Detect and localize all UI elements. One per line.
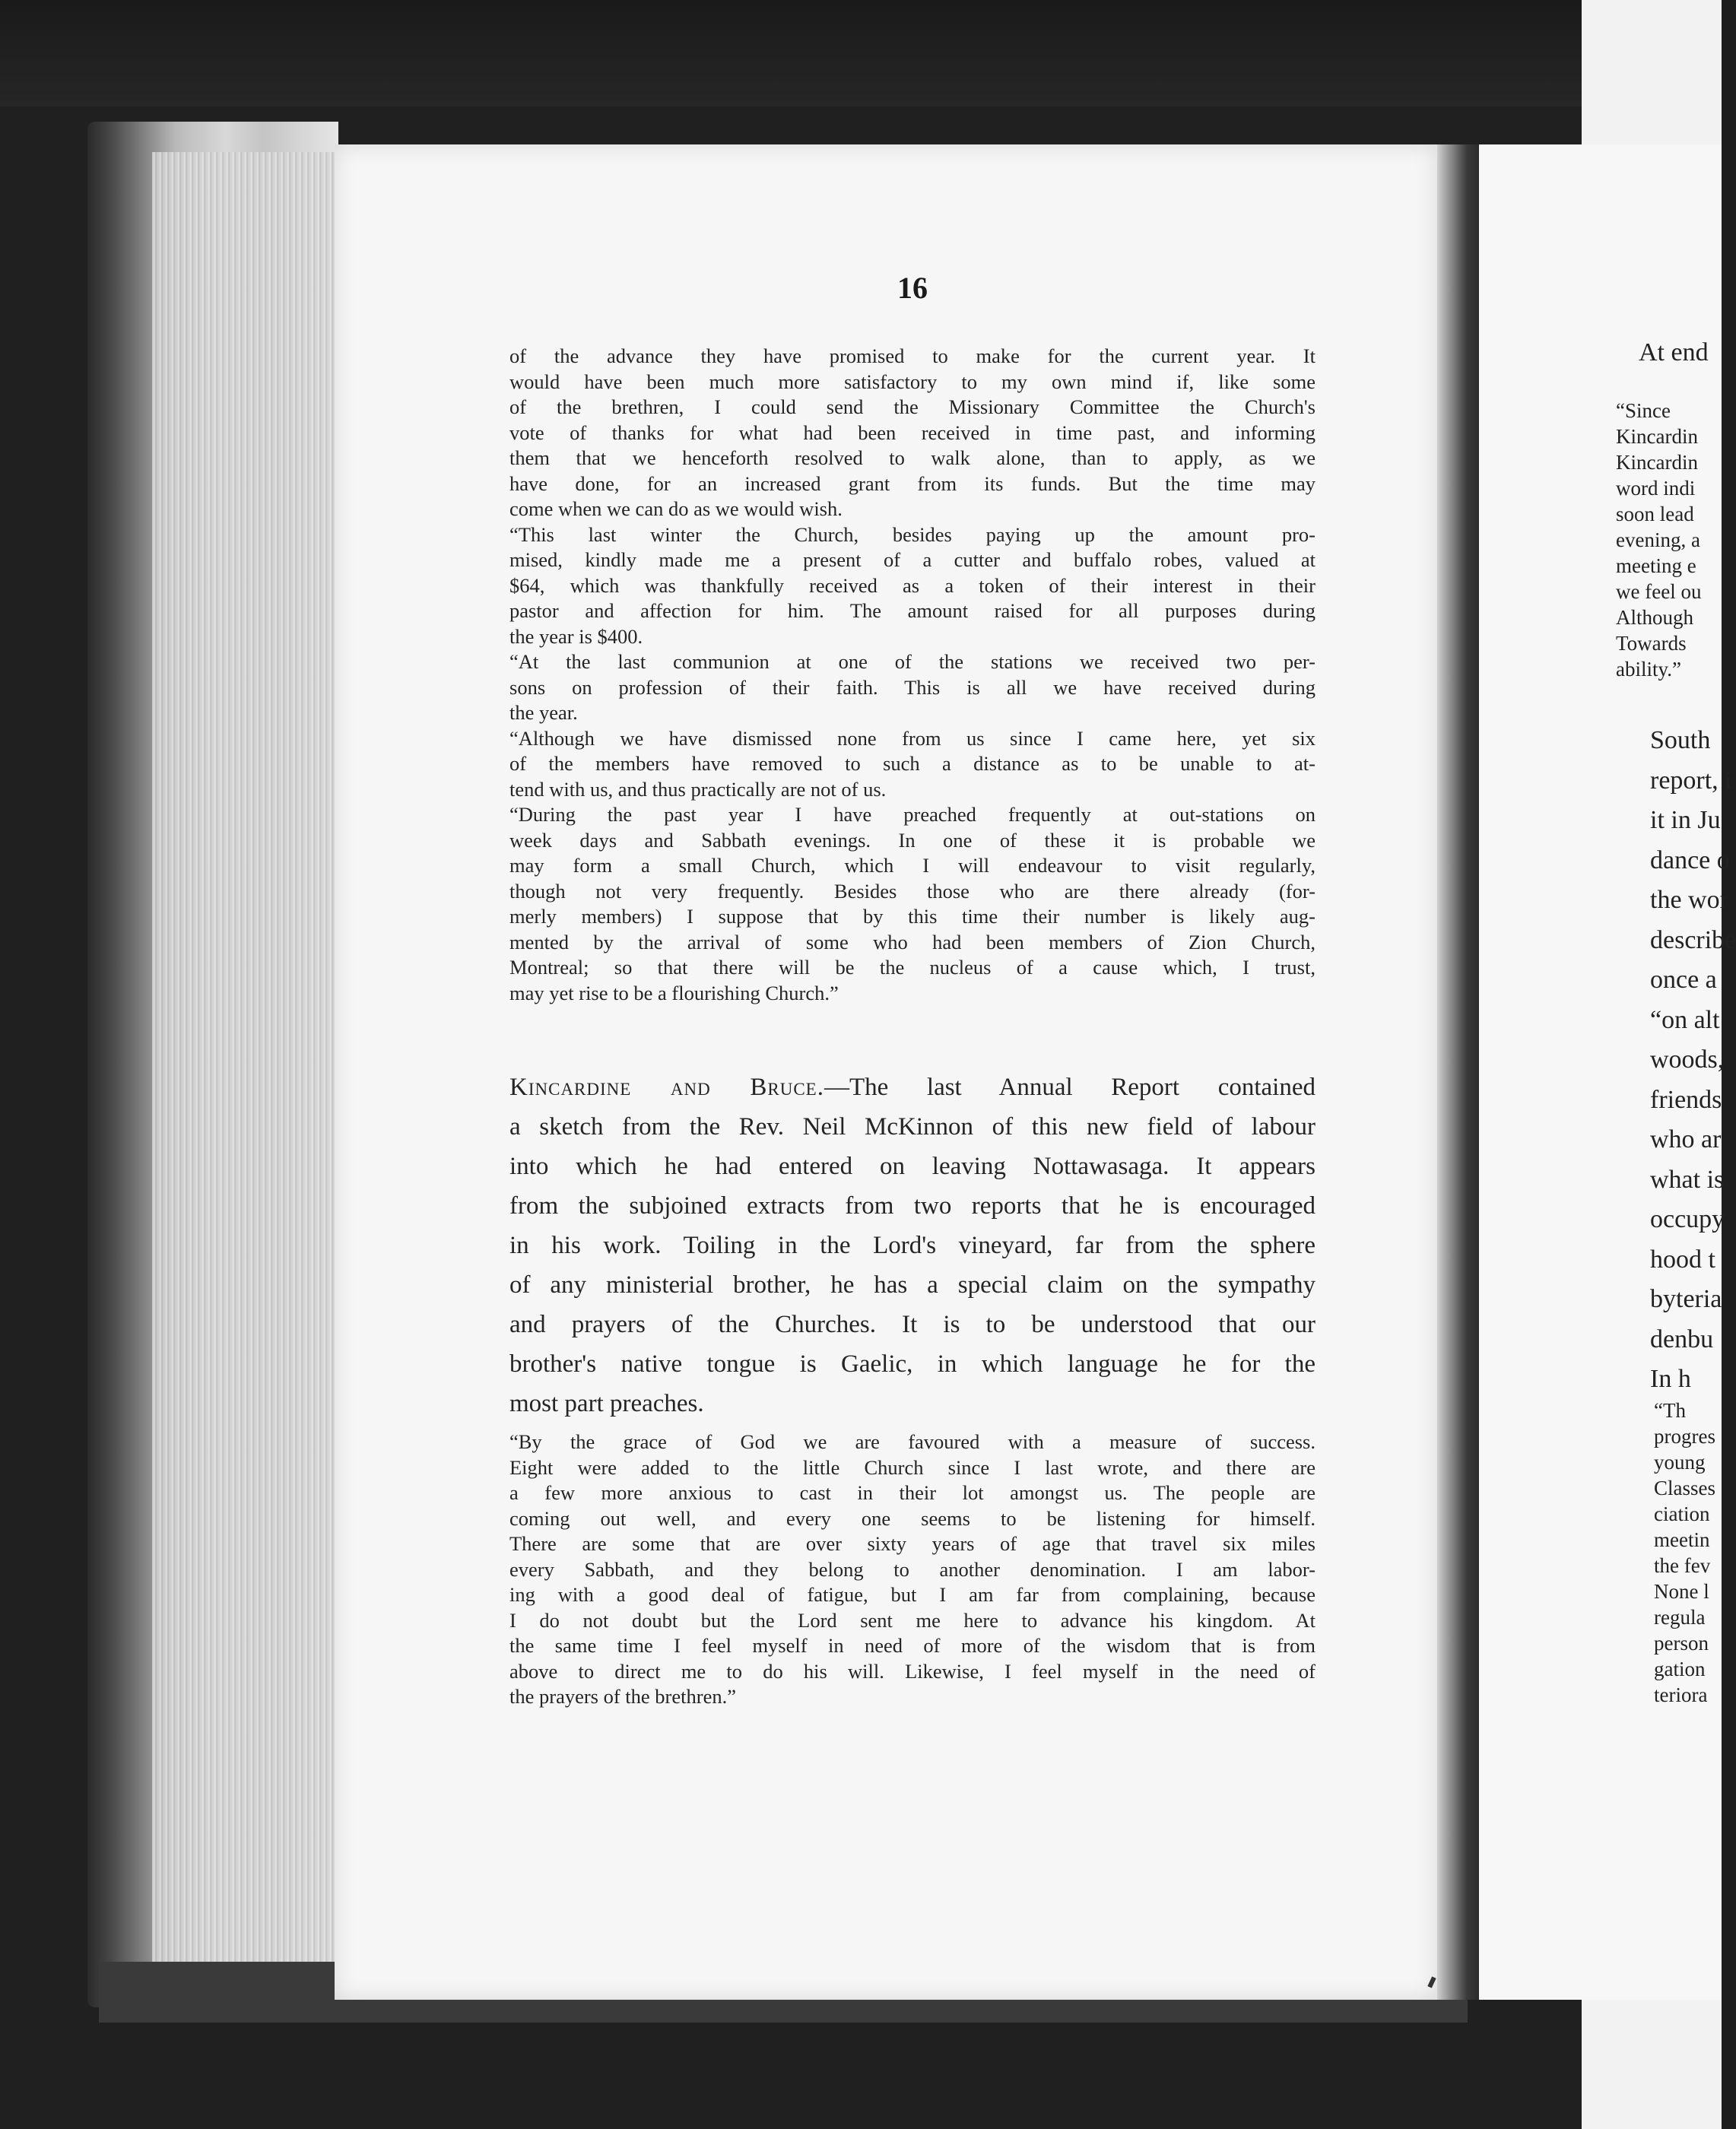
page-edges: [152, 152, 335, 1977]
section-line: and prayers of the Churches. It is to be understood that our: [509, 1311, 1315, 1338]
facing-page-line: friends: [1650, 1085, 1722, 1114]
facing-page-line: teriora: [1654, 1683, 1708, 1706]
text-line: There are some that are over sixty years of age that travel six miles: [509, 1532, 1315, 1555]
facing-page-text: [1479, 144, 1736, 2000]
quoted-passage-two: [509, 1429, 1315, 1710]
facing-page-line: report, i: [1650, 766, 1732, 795]
text-line: may form a small Church, which I will endeavour to visit regularly,: [509, 854, 1315, 877]
facing-page-line: dance o: [1650, 846, 1730, 874]
facing-page-line: meetin: [1654, 1528, 1710, 1551]
text-line: them that we henceforth resolved to walk alone, than to apply, as we: [509, 446, 1315, 469]
section-line: into which he had entered on leaving Nottawasaga. It appears: [509, 1153, 1315, 1180]
facing-page-line: describe: [1650, 925, 1736, 954]
text-line: Montreal; so that there will be the nucleus of a cause which, I trust,: [509, 956, 1315, 979]
facing-page-heading: At end: [1639, 338, 1709, 366]
text-line: $64, which was thankfully received as a token of their interest in their: [509, 573, 1315, 597]
section-line: —The last Annual Report contained: [824, 1074, 1315, 1101]
text-line: mented by the arrival of some who had been members of Zion Church,: [509, 930, 1315, 953]
facing-page-line: Kincardin: [1616, 425, 1698, 448]
text-line: above to direct me to do his will. Likewise, I feel myself in the need of: [509, 1659, 1315, 1683]
text-line: vote of thanks for what had been received in time past, and informing: [509, 420, 1315, 444]
facing-page-line: “Th: [1654, 1399, 1686, 1422]
text-line: though not very frequently. Besides those who are there already (for-: [509, 879, 1315, 903]
facing-page-line: Towards: [1616, 632, 1687, 655]
text-line: sons on profession of their faith. This is all we have received during: [509, 675, 1315, 699]
facing-page-line: once a: [1650, 966, 1717, 994]
section-line: in his work. Toiling in the Lord's vineyard, far from the sphere: [509, 1232, 1315, 1259]
facing-page-line: byteria: [1650, 1285, 1722, 1313]
facing-page-line: “on alt: [1650, 1005, 1720, 1034]
facing-page-line: meeting e: [1616, 554, 1696, 577]
facing-page-line: the wor: [1650, 886, 1728, 914]
text-line: every Sabbath, and they belong to another denomination. I am labor-: [509, 1557, 1315, 1581]
text-line: coming out well, and every one seems to be listening for himself.: [509, 1506, 1315, 1530]
facing-page-line: “Since: [1616, 399, 1671, 422]
text-line: merly members) I suppose that by this time their number is likely aug-: [509, 905, 1315, 928]
facing-page-line: In h: [1650, 1365, 1691, 1393]
facing-page-line: occupy: [1650, 1205, 1725, 1233]
text-line: of the advance they have promised to make for the current year. It: [509, 344, 1315, 367]
facing-page-line: word indi: [1616, 477, 1696, 500]
text-line: mised, kindly made me a present of a cutter and buffalo robes, valued at: [509, 548, 1315, 571]
facing-page-line: it in Ju: [1650, 806, 1721, 834]
section-line: brother's native tongue is Gaelic, in which language he for the: [509, 1350, 1315, 1378]
text-line: “Although we have dismissed none from us since I came here, yet six: [509, 726, 1315, 750]
section-line: from the subjoined extracts from two reports that he is encouraged: [509, 1192, 1315, 1220]
text-line: would have been much more satisfactory to my own mind if, like some: [509, 370, 1315, 393]
facing-page-line: person: [1654, 1632, 1709, 1655]
facing-page-line: Classes: [1654, 1477, 1715, 1499]
facing-page-line: who ar: [1650, 1125, 1722, 1153]
facing-page-line: Kincardin: [1616, 451, 1698, 474]
facing-page-line: the fev: [1654, 1554, 1711, 1577]
text-line: Eight were added to the little Church since I last wrote, and there are: [509, 1455, 1315, 1479]
text-line: of the members have removed to such a distance as to be unable to at-: [509, 752, 1315, 775]
facing-page-line: ability.”: [1616, 658, 1681, 681]
facing-page-line: Although: [1616, 606, 1694, 629]
page-number: 16: [897, 271, 928, 305]
section-line: most part preaches.: [509, 1390, 704, 1417]
section-line: of any ministerial brother, he has a special claim on the sympathy: [509, 1271, 1315, 1299]
quoted-passage-one: [509, 344, 1315, 1006]
section-first-line: [509, 1068, 1315, 1107]
background-top: [0, 0, 1722, 106]
facing-page-line: what is: [1650, 1165, 1725, 1194]
facing-page-line: woods,: [1650, 1045, 1725, 1074]
section-line: a sketch from the Rev. Neil McKinnon of this new field of labour: [509, 1113, 1315, 1141]
facing-page-line: denbu: [1650, 1325, 1714, 1353]
facing-page-line: gation: [1654, 1658, 1706, 1680]
text-line: may yet rise to be a flourishing Church.”: [509, 981, 839, 1004]
facing-page-line: we feel ou: [1616, 580, 1702, 603]
section-heading: Kincardine and Bruce.: [509, 1074, 824, 1101]
text-line: have done, for an increased grant from its funds. But the time may: [509, 471, 1315, 495]
text-line: “This last winter the Church, besides paying up the amount pro-: [509, 522, 1315, 546]
text-line: week days and Sabbath evenings. In one of these it is probable we: [509, 828, 1315, 852]
text-line: ing with a good deal of fatigue, but I am far from complaining, because: [509, 1583, 1315, 1606]
facing-page-line: regula: [1654, 1606, 1706, 1629]
text-line: the same time I feel myself in need of more of the wisdom that is from: [509, 1634, 1315, 1657]
facing-page-line: None l: [1654, 1580, 1709, 1603]
text-line: “During the past year I have preached frequently at out-stations on: [509, 803, 1315, 826]
text-line: of the brethren, I could send the Missionary Committee the Church's: [509, 395, 1315, 418]
kincardine-and-bruce-section: [509, 1068, 1315, 1423]
text-line: a few more anxious to cast in their lot amongst us. The people are: [509, 1481, 1315, 1504]
facing-page-line: ciation: [1654, 1502, 1710, 1525]
facing-page-line: hood t: [1650, 1245, 1715, 1274]
facing-page-line: South: [1650, 726, 1711, 754]
facing-page-line: evening, a: [1616, 528, 1700, 551]
facing-page-line: young: [1654, 1451, 1706, 1474]
text-line: the year.: [509, 701, 578, 724]
text-line: tend with us, and thus practically are not of us.: [509, 777, 887, 801]
text-line: “By the grace of God we are favoured with a measure of success.: [509, 1430, 1315, 1453]
facing-page-line: progres: [1654, 1425, 1715, 1448]
right-facing-page: [1479, 144, 1736, 2000]
text-line: pastor and affection for him. The amount raised for all purposes during: [509, 599, 1315, 622]
text-line: I do not doubt but the Lord sent me here to advance his kingdom. At: [509, 1608, 1315, 1632]
text-line: the prayers of the brethren.”: [509, 1685, 736, 1708]
text-line: come when we can do as we would wish.: [509, 497, 843, 520]
facing-page-line: soon lead: [1616, 503, 1694, 525]
text-line: the year is $400.: [509, 624, 643, 648]
text-line: “At the last communion at one of the stations we received two per-: [509, 650, 1315, 673]
